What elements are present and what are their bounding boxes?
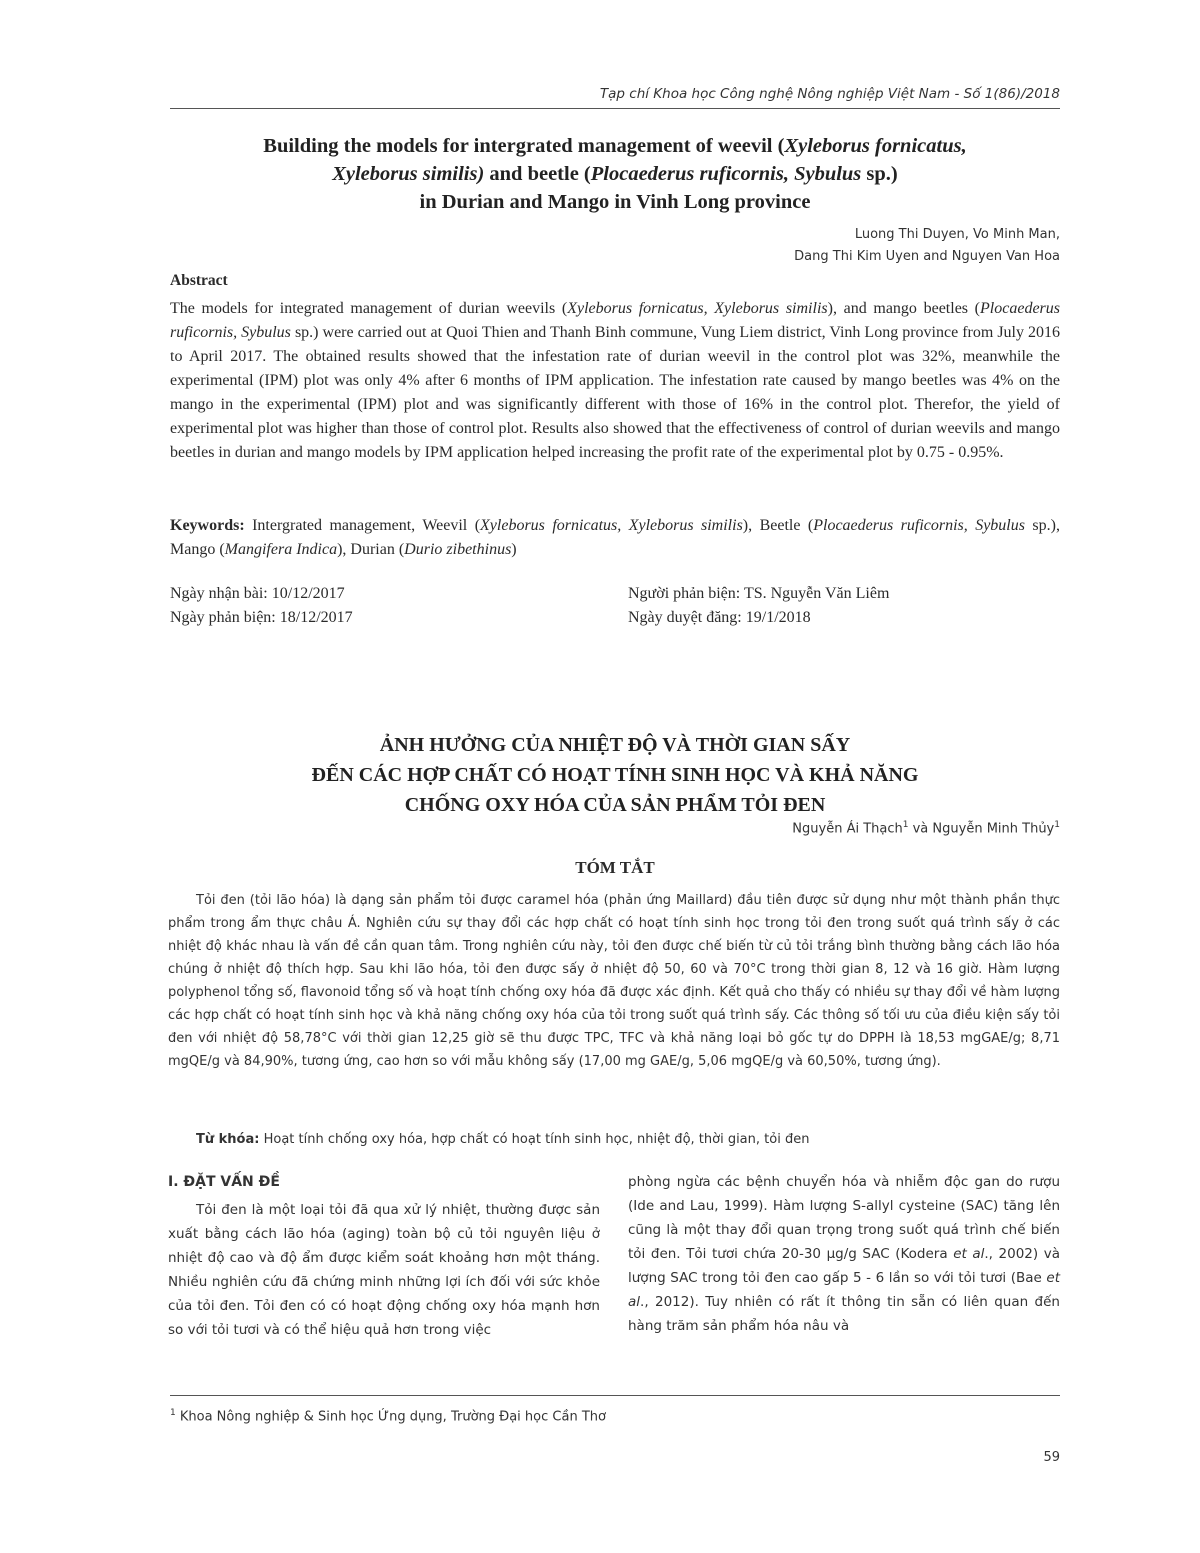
keywords-text: Intergrated management, Weevil ( (244, 517, 481, 534)
vn-title-line-2: ĐẾN CÁC HỢP CHẤT CÓ HOẠT TÍNH SINH HỌC VÀ KHẢ NĂNG (311, 764, 919, 786)
date-received: Ngày nhận bài: 10/12/2017 (170, 585, 345, 602)
abstract-text: sp.) were carried out at Quoi Thien and Thanh Binh commune, Vung Liem district, Vinh Long province from July 2016 to April 2017. The obtained results showed that the infestation rate of durian weevil in the control plot was 32%, meanwhile the experimental (IPM) plot was only 4% after 6 months of IPM application. The infestation rate caused by mango beetles was 4% on the mango in the experimental (IPM) plot and was significantly different with those of 16% in the control plot. Therefor, the yield of experimental plot was higher than those of control plot. Results also showed that the effectiveness of control of durian weevils and mango beetles in durian and mango models by IPM application helped increasing the profit rate of the experimental plot by 0.75 - 0.95%. (170, 324, 1061, 461)
footnote (170, 1408, 606, 1424)
body-paragraph (628, 1170, 1060, 1338)
authors-line: Luong Thi Duyen, Vo Minh Man, (854, 227, 1060, 242)
author-name: Nguyễn Ái Thạch (792, 821, 903, 837)
title-text: and beetle ( (484, 163, 591, 185)
dates-right (628, 582, 889, 630)
title-species: Plocaederus ruficornis, Sybulus (590, 163, 862, 185)
authors-line: Dang Thi Kim Uyen and Nguyen Van Hoa (794, 249, 1060, 264)
vietnamese-authors (600, 820, 1060, 836)
abstract-text: The models for integrated management of durian weevils ( (170, 300, 568, 317)
date-reviewed: Ngày phản biện: 18/12/2017 (170, 609, 353, 626)
title-species: Xyleborus similis) (332, 163, 485, 185)
summary-body: Tỏi đen (tỏi lão hóa) là dạng sản phẩm tỏi được caramel hóa (phản ứng Maillard) đầu tiên được sử dụng như một thành phần thực phẩm trong ẩm thực châu Á. Nghiên cứu sự thay đổi các hợp chất có hoạt tính sinh học trong tỏi đen trong suốt quá trình sấy ở các nhiệt độ khác nhau là vấn đề cần quan tâm. Trong nghiên cứu này, tỏi đen được chế biến từ củ tỏi trắng bình thường bằng cách lão hóa chúng ở nhiệt độ thích hợp. Sau khi lão hóa, tỏi đen được sấy ở nhiệt độ 50, 60 và 70°C trong thời gian 8, 12 và 16 giờ. Hàm lượng polyphenol tổng số, flavonoid tổng số và hoạt tính chống oxy hóa đã được xác định. Kết quả cho thấy có nhiều sự thay đổi về hàm lượng các hợp chất có hoạt tính sinh học và khả năng chống oxy hóa của tỏi trong suốt quá trình sấy. Các thông số tối ưu của điều kiện sấy tỏi đen với nhiệt độ 58,78°C với thời gian 12,25 giờ sẽ thu được TPC, TFC và khả năng loại bỏ gốc tự do DPPH là 18,53 mgGAE/g; 8,71 mgQE/g và 84,90%, tương ứng, cao hơn so với mẫu không sấy (17,00 mg GAE/g, 5,06 mgQE/g và 60,50%, tương ứng). (168, 893, 1060, 1069)
keywords-label: Keywords: (170, 517, 245, 534)
body-column-right (628, 1170, 1060, 1338)
abstract-heading: Abstract (170, 272, 228, 289)
page-number: 59 (1043, 1450, 1060, 1465)
english-title (150, 132, 1080, 216)
section-heading: I. ĐẶT VẤN ĐỀ (168, 1174, 280, 1190)
keywords-text: ), Durian ( (337, 541, 405, 558)
keywords-text: ) (511, 541, 517, 558)
header-rule (170, 108, 1060, 109)
title-species: Xyleborus fornicatus, (784, 135, 967, 157)
footnote-text: Khoa Nông nghiệp & Sinh học Ứng dụng, Trường Đại học Cần Thơ (175, 1409, 606, 1425)
vietnamese-keywords (168, 1128, 1060, 1151)
footnote-rule (170, 1395, 1060, 1396)
summary-heading: TÓM TẮT (575, 858, 655, 877)
keywords-species: Mangifera Indica (224, 541, 338, 558)
keywords-text: sp.), Mango ( (170, 517, 1060, 558)
english-title-line-3: in Durian and Mango in Vinh Long province (419, 191, 811, 213)
vn-title-line-3: CHỐNG OXY HÓA CỦA SẢN PHẨM TỎI ĐEN (404, 794, 826, 816)
citation-etal: et al (953, 1246, 985, 1262)
dates-left (170, 582, 353, 630)
affiliation-mark: 1 (1054, 820, 1060, 830)
vietnamese-title (150, 730, 1080, 820)
footnote-mark: 1 (170, 1408, 176, 1418)
author-name: Nguyễn Minh Thủy (932, 821, 1055, 837)
journal-header: Tạp chí Khoa học Công nghệ Nông nghiệp Việt Nam - Số 1(86)/2018 (599, 86, 1060, 102)
keywords-text: ), Beetle ( (742, 517, 814, 534)
english-title-line-1 (150, 132, 1080, 160)
abstract-species: Plocaederus ruficornis, Sybulus (170, 300, 1060, 341)
keywords-species: Plocaederus ruficornis, Sybulus (813, 517, 1025, 534)
english-authors (600, 224, 1060, 268)
body-column-left (168, 1170, 600, 1342)
abstract-species: Xyleborus fornicatus, Xyleborus similis (567, 300, 828, 317)
abstract-text: ), and mango beetles ( (827, 300, 981, 317)
body-text: phòng ngừa các bệnh chuyển hóa và nhiễm độc gan do rượu (Ide and Lau, 1999). Hàm lượng S-allyl cysteine (SAC) tăng lên cũng là một thay đổi quan trọng trong suốt quá trình chế biến tỏi đen. Tỏi tươi chứa 20-30 µg/g SAC (Kodera (628, 1174, 1060, 1262)
body-text: ., 2002) và lượng SAC trong tỏi đen cao gấp 5 - 6 lần so với tỏi tươi (Bae (628, 1246, 1060, 1286)
body-paragraph: Tỏi đen là một loại tỏi đã qua xử lý nhiệt, thường được sản xuất bằng cách lão hóa (aging) toàn bộ củ tỏi nguyên liệu ở nhiệt độ cao và độ ẩm được kiểm soát khoảng hơn một tháng. Nhiều nghiên cứu đã chứng minh những lợi ích đối với sức khỏe của tỏi đen. Tỏi đen có có hoạt động chống oxy hóa mạnh hơn so với tỏi tươi và có thể hiệu quả hơn trong việc (168, 1202, 600, 1338)
reviewer: Người phản biện: TS. Nguyễn Văn Liêm (628, 585, 890, 602)
vn-title-line-1: ẢNH HƯỞNG CỦA NHIỆT ĐỘ VÀ THỜI GIAN SẤY (379, 734, 851, 756)
date-approved: Ngày duyệt đăng: 19/1/2018 (628, 609, 811, 626)
keywords-label: Từ khóa: (196, 1132, 260, 1147)
body-text: ., 2012). Tuy nhiên có rất ít thông tin sẵn có liên quan đến hàng trăm sản phẩm hóa nâu và (628, 1294, 1060, 1334)
english-title-line-2 (150, 160, 1080, 188)
title-text: sp.) (861, 163, 898, 185)
abstract-body (170, 297, 1060, 465)
english-keywords (170, 514, 1060, 562)
keywords-text: Hoạt tính chống oxy hóa, hợp chất có hoạt tính sinh học, nhiệt độ, thời gian, tỏi đen (259, 1132, 810, 1147)
keywords-species: Xyleborus fornicatus, Xyleborus similis (480, 517, 743, 534)
author-separator: và (908, 821, 933, 837)
affiliation-mark: 1 (902, 820, 909, 830)
keywords-species: Durio zibethinus (404, 541, 512, 558)
citation-etal: et al (628, 1270, 1060, 1310)
title-text: Building the models for intergrated management of weevil ( (263, 135, 785, 157)
